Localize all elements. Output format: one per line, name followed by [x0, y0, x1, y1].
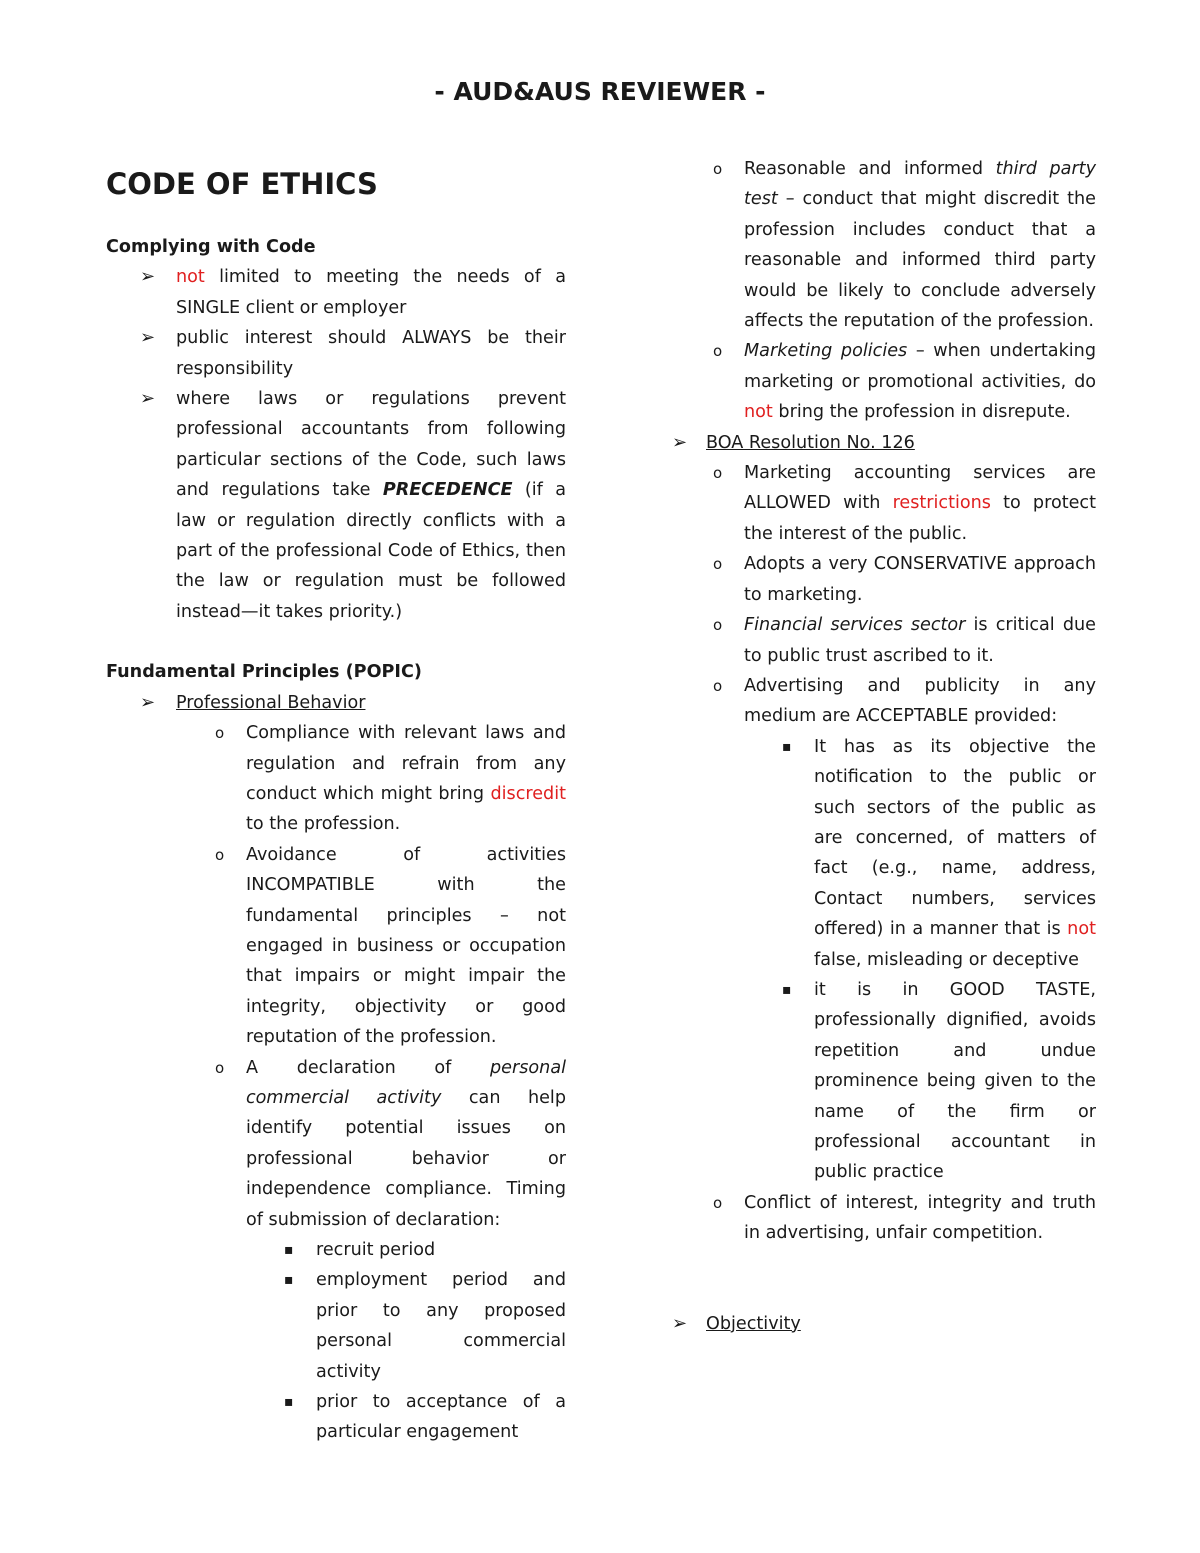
arrow-bullet-icon: ➢	[140, 266, 156, 288]
list-item: o Marketing policies – when undertaking marketing or promotional activities, do not bring the profession in disrepute.	[674, 336, 1096, 427]
list-item: o Avoidance of activities INCOMPATIBLE with the fundamental principles – not engaged in business or occupation that impairs or might impair the integrity, objectivity or good reputation of the profession.	[176, 840, 566, 1053]
square-bullet-icon: ▪	[284, 1394, 294, 1411]
professional-behavior-continued-list	[674, 154, 1096, 428]
list-item: ➢ where laws or regulations prevent professional accountants from following particular sections of the Code, such laws and regulations take PRECEDENCE (if a law or regulation directly conflicts with a part of the professional Code of Ethics, then the law or regulation must be followed instead—it takes priority.)	[106, 384, 566, 627]
professional-behavior-sublist	[176, 718, 566, 1448]
document-title: CODE OF ETHICS	[106, 167, 378, 201]
circle-bullet-icon: o	[713, 1193, 723, 1212]
objectivity-list	[674, 1309, 1096, 1339]
list-item: o Financial services sector is critical due to public trust ascribed to it.	[674, 610, 1096, 671]
arrow-bullet-icon: ➢	[140, 388, 156, 410]
boa-list	[674, 428, 1096, 1249]
list-item: o Marketing accounting services are ALLOWED with restrictions to protect the interest of the public.	[674, 458, 1096, 549]
right-column	[674, 154, 1096, 1339]
circle-bullet-icon: o	[713, 464, 723, 483]
list-item	[674, 1309, 1096, 1339]
complying-list	[106, 262, 566, 627]
list-item: ▪ It has as its objective the notification to the public or such sectors of the public as are concerned, of matters of fact (e.g., name, address, Contact numbers, services offered) in a manner that is not false, misleading or deceptive	[744, 732, 1096, 975]
list-item	[106, 688, 566, 1448]
section-heading-complying: Complying with Code	[106, 237, 316, 257]
list-item: o Compliance with relevant laws and regulation and refrain from any conduct which might bring discredit to the profession.	[176, 718, 566, 840]
fundamental-list	[106, 688, 566, 1448]
circle-bullet-icon: o	[713, 342, 723, 361]
list-item: ▪ it is in GOOD TASTE, professionally dignified, avoids repetition and undue prominence being given to the name of the firm or professional accountant in public practice	[744, 975, 1096, 1188]
square-bullet-icon: ▪	[284, 1242, 294, 1258]
list-item: o Adopts a very CONSERVATIVE approach to marketing.	[674, 549, 1096, 610]
list-item: o Conflict of interest, integrity and truth in advertising, unfair competition.	[674, 1188, 1096, 1249]
square-bullet-icon: ▪	[284, 1272, 294, 1289]
circle-bullet-icon: o	[215, 845, 225, 864]
circle-bullet-icon: o	[713, 555, 723, 574]
left-column	[106, 154, 566, 1448]
page-header: - AUD&AUS REVIEWER -	[434, 77, 766, 106]
section-heading-fundamental: Fundamental Principles (POPIC)	[106, 662, 422, 683]
list-item: ▪ prior to acceptance of a particular engagement	[246, 1387, 566, 1448]
square-bullet-icon: ▪	[782, 981, 792, 998]
circle-bullet-icon: o	[713, 676, 723, 695]
list-item: o Reasonable and informed third party test – conduct that might discredit the profession includes conduct that a reasonable and informed third party would be likely to conclude adversely affects the reputation of the profession.	[674, 154, 1096, 336]
boa-sublist	[674, 458, 1096, 1249]
list-item	[674, 428, 1096, 1249]
square-bullet-icon: ▪	[782, 738, 792, 755]
list-item: ▪ employment period and prior to any proposed personal commercial activity	[246, 1265, 566, 1387]
boa-resolution-label: BOA Resolution No. 126	[706, 432, 915, 453]
circle-bullet-icon: o	[215, 1058, 225, 1077]
list-item: o Advertising and publicity in any medium are ACCEPTABLE provided: ▪ It has as its objective the notification to the public or such sectors of the public as are concerned, of matters of fact (e.g., name, address, Contact numbers, services offered) in a manner that is not false, misleading or deceptive ▪ it is in GOOD TASTE, professionally dignified, avoids repetition and undue prominence being given to the name of the firm or professional accountant in public practice	[674, 671, 1096, 1188]
arrow-bullet-icon: ➢	[140, 327, 156, 349]
circle-bullet-icon: o	[713, 160, 723, 178]
advertising-conditions-list	[744, 732, 1096, 1188]
circle-bullet-icon: o	[713, 616, 723, 635]
arrow-bullet-icon: ➢	[672, 1312, 688, 1334]
arrow-bullet-icon: ➢	[140, 691, 156, 713]
circle-bullet-icon: o	[215, 724, 225, 743]
list-item: ➢ public interest should ALWAYS be their responsibility	[106, 323, 566, 384]
declaration-timing-list	[246, 1235, 566, 1448]
list-item: ➢ not limited to meeting the needs of a SINGLE client or employer	[106, 262, 566, 323]
list-item: ▪ recruit period	[246, 1235, 566, 1265]
list-item: o A declaration of personal commercial activity can help identify potential issues on professional behavior or independence compliance. Timing of submission of declaration: ▪ recruit period ▪ employment period and prior to any proposed personal commercial activity ▪ prior to acceptance of a particular engagement	[176, 1053, 566, 1448]
professional-behavior-label: Professional Behavior	[176, 692, 366, 713]
objectivity-label: Objectivity	[706, 1313, 801, 1334]
emphasis-precedence: PRECEDENCE	[382, 480, 513, 501]
arrow-bullet-icon: ➢	[672, 431, 688, 453]
